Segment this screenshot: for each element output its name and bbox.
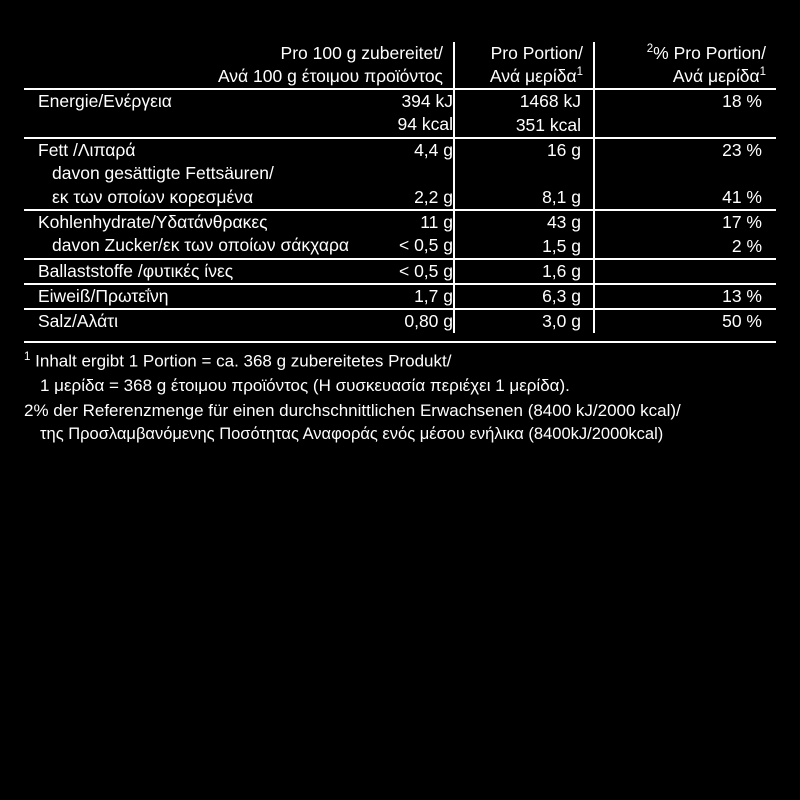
column-header-per-portion-de: Pro Portion/	[490, 43, 583, 63]
footnote-1-marker: 1	[24, 351, 31, 364]
row-value-fibre-pct	[594, 259, 776, 284]
row-value-saturates-portion: 8,1 g	[542, 186, 581, 207]
nutrition-table	[24, 42, 776, 333]
row-value-salt-portion: 3,0 g	[454, 309, 594, 333]
row-label-salt	[24, 309, 454, 333]
row-sublabel-saturates-el: εκ των οποίων κορεσμένα	[52, 186, 254, 207]
row-value-sugars-per100: < 0,5 g	[398, 234, 453, 255]
footnote-2-marker: 2	[24, 401, 34, 421]
column-header-per-portion	[454, 42, 594, 89]
row-value-saturates-per100: 2,2 g	[414, 186, 453, 207]
footnote-2-line1: % der Referenzmenge für einen durchschnittlichen Erwachsenen (8400 kJ/2000 kcal)/	[33, 401, 681, 421]
row-sublabel-sugars: davon Zucker/εκ των οποίων σάκχαρα	[52, 234, 350, 255]
row-label-protein-text: Eiweiß/Πρωτεΐνη	[38, 285, 169, 306]
table-row	[24, 210, 776, 259]
row-label-carbohydrate	[24, 210, 454, 259]
row-value-energy-per100-kcal: 94 kcal	[397, 114, 453, 135]
row-value-energy-per100-kj: 394 kJ	[401, 91, 453, 112]
row-value-fat-pct	[594, 138, 776, 209]
row-value-fat-portion	[454, 138, 594, 209]
row-value-salt-per100: 0,80 g	[404, 311, 453, 332]
row-value-energy-portion	[454, 89, 594, 138]
footnotes	[24, 341, 776, 446]
row-value-energy-portion-kj: 1468 kJ	[519, 91, 581, 112]
row-value-fibre-portion: 1,6 g	[454, 259, 594, 284]
table-row	[24, 259, 776, 284]
column-header-per-100g	[24, 42, 454, 89]
row-value-protein-pct: 13 %	[594, 284, 776, 309]
row-sublabel-saturates-de: davon gesättigte Fettsäuren/	[52, 163, 274, 184]
footnote-marker-1b: 1	[759, 66, 766, 79]
row-value-carbohydrate-portion-text: 43 g	[546, 211, 581, 232]
table-row	[24, 309, 776, 333]
row-value-fat-portion-text: 16 g	[546, 140, 581, 161]
row-label-energy	[24, 89, 454, 138]
footnote-marker-1: 1	[576, 66, 583, 79]
row-value-carbohydrate-per100: 11 g	[420, 211, 453, 232]
table-row	[24, 284, 776, 309]
row-value-salt-pct: 50 %	[594, 309, 776, 333]
table-header-row	[24, 42, 776, 89]
row-label-fibre-text: Ballaststoffe /φυτικές ίνες	[38, 260, 234, 281]
row-value-sugars-portion: 1,5 g	[542, 235, 581, 256]
row-value-carbohydrate-pct-text: 17 %	[722, 211, 762, 232]
row-value-protein-portion: 6,3 g	[454, 284, 594, 309]
footnote-1-line2: 1 μερίδα = 368 g έτοιμου προϊόντος (Η συσκευασία περιέχει 1 μερίδα).	[40, 375, 570, 395]
column-header-per-100g-de: Pro 100 g zubereitet/	[280, 43, 443, 63]
row-value-carbohydrate-portion	[454, 210, 594, 259]
table-row	[24, 138, 776, 209]
row-value-fat-per100: 4,4 g	[414, 140, 453, 161]
column-header-pct	[594, 42, 776, 89]
column-header-per-portion-el: Ανά μερίδα$^1$	[489, 66, 583, 87]
footnote-2-line2: της Προσλαμβανόμενης Ποσότητας Αναφοράς ενός μέσου ενήλικα (8400kJ/2000kcal)	[40, 425, 664, 444]
row-value-fibre-per100: < 0,5 g	[398, 260, 453, 281]
row-label-fibre	[24, 259, 454, 284]
table-row	[24, 89, 776, 138]
row-value-carbohydrate-pct	[594, 210, 776, 259]
footnote-2	[24, 399, 776, 423]
row-value-fat-pct-text: 23 %	[722, 140, 762, 161]
column-header-pct-el: Ανά μερίδα$^1$	[672, 66, 766, 87]
row-label-protein	[24, 284, 454, 309]
row-label-energy-text: Energie/Ενέργεια	[38, 91, 172, 112]
row-value-protein-per100: 1,7 g	[414, 285, 453, 306]
footnote-1	[24, 349, 776, 373]
row-label-fat	[24, 138, 454, 209]
row-value-energy-portion-kcal: 351 kcal	[515, 115, 581, 136]
footnote-marker-2: 2	[646, 43, 654, 56]
row-value-saturates-pct: 41 %	[722, 186, 762, 207]
row-label-fat-text: Fett /Λιπαρά	[38, 140, 136, 161]
row-label-carbohydrate-text: Kohlenhydrate/Υδατάνθρακες	[38, 211, 268, 232]
footnote-1-line1: Inhalt ergibt 1 Portion = ca. 368 g zubereitetes Produkt/	[35, 351, 452, 371]
row-value-sugars-pct: 2 %	[731, 235, 762, 256]
row-value-energy-pct: 18 %	[594, 89, 776, 138]
column-header-pct-de: $^2$% Pro Portion/	[646, 43, 766, 63]
column-header-per-100g-el: Ανά 100 g έτοιμου προϊόντος	[217, 66, 443, 87]
row-label-salt-text: Salz/Αλάτι	[38, 311, 118, 332]
